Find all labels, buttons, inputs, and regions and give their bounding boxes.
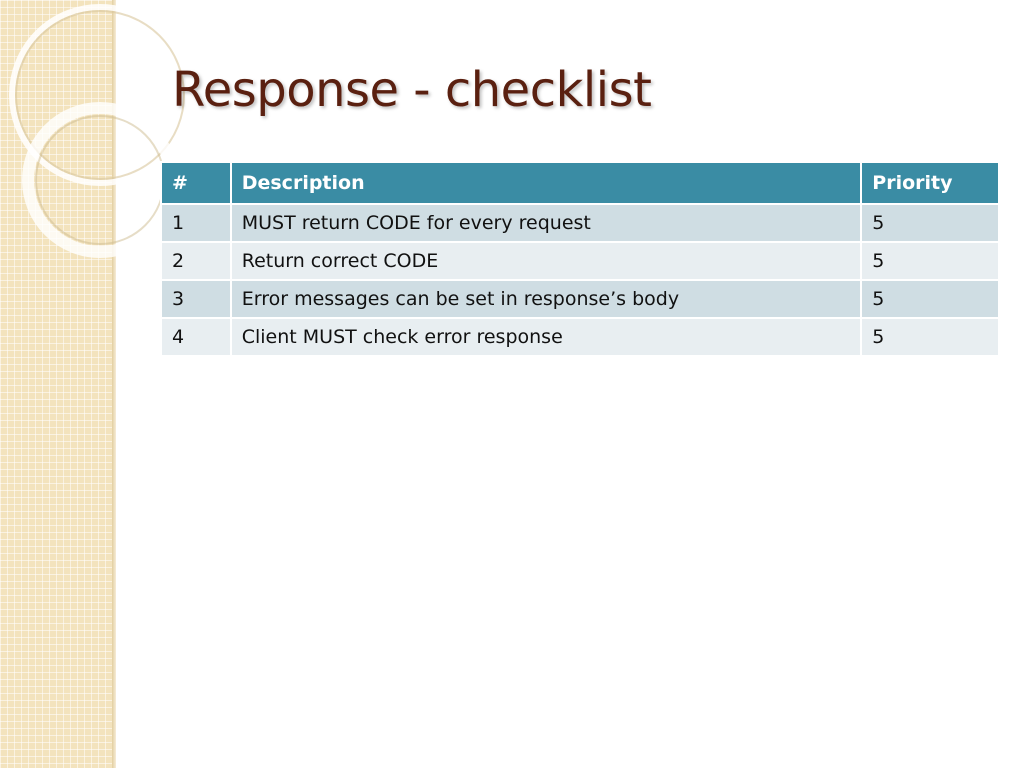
column-header-number: # bbox=[161, 162, 231, 204]
cell-number: 4 bbox=[161, 318, 231, 356]
table-row bbox=[161, 318, 999, 356]
cell-description: Return correct CODE bbox=[231, 242, 862, 280]
table-row bbox=[161, 242, 999, 280]
cell-priority: 5 bbox=[861, 280, 999, 318]
cell-number: 2 bbox=[161, 242, 231, 280]
decorative-circle-top bbox=[12, 7, 188, 183]
column-header-description: Description bbox=[231, 162, 862, 204]
cell-priority: 5 bbox=[861, 318, 999, 356]
slide-title: Response - checklist bbox=[172, 62, 652, 118]
cell-description: MUST return CODE for every request bbox=[231, 204, 862, 242]
cell-number: 3 bbox=[161, 280, 231, 318]
cell-number: 1 bbox=[161, 204, 231, 242]
cell-priority: 5 bbox=[861, 242, 999, 280]
table-header-row bbox=[161, 162, 999, 204]
table-row bbox=[161, 204, 999, 242]
table-row bbox=[161, 280, 999, 318]
checklist-table bbox=[160, 161, 1000, 357]
cell-description: Client MUST check error response bbox=[231, 318, 862, 356]
cell-priority: 5 bbox=[861, 204, 999, 242]
cell-description: Error messages can be set in response’s body bbox=[231, 280, 862, 318]
column-header-priority: Priority bbox=[861, 162, 999, 204]
